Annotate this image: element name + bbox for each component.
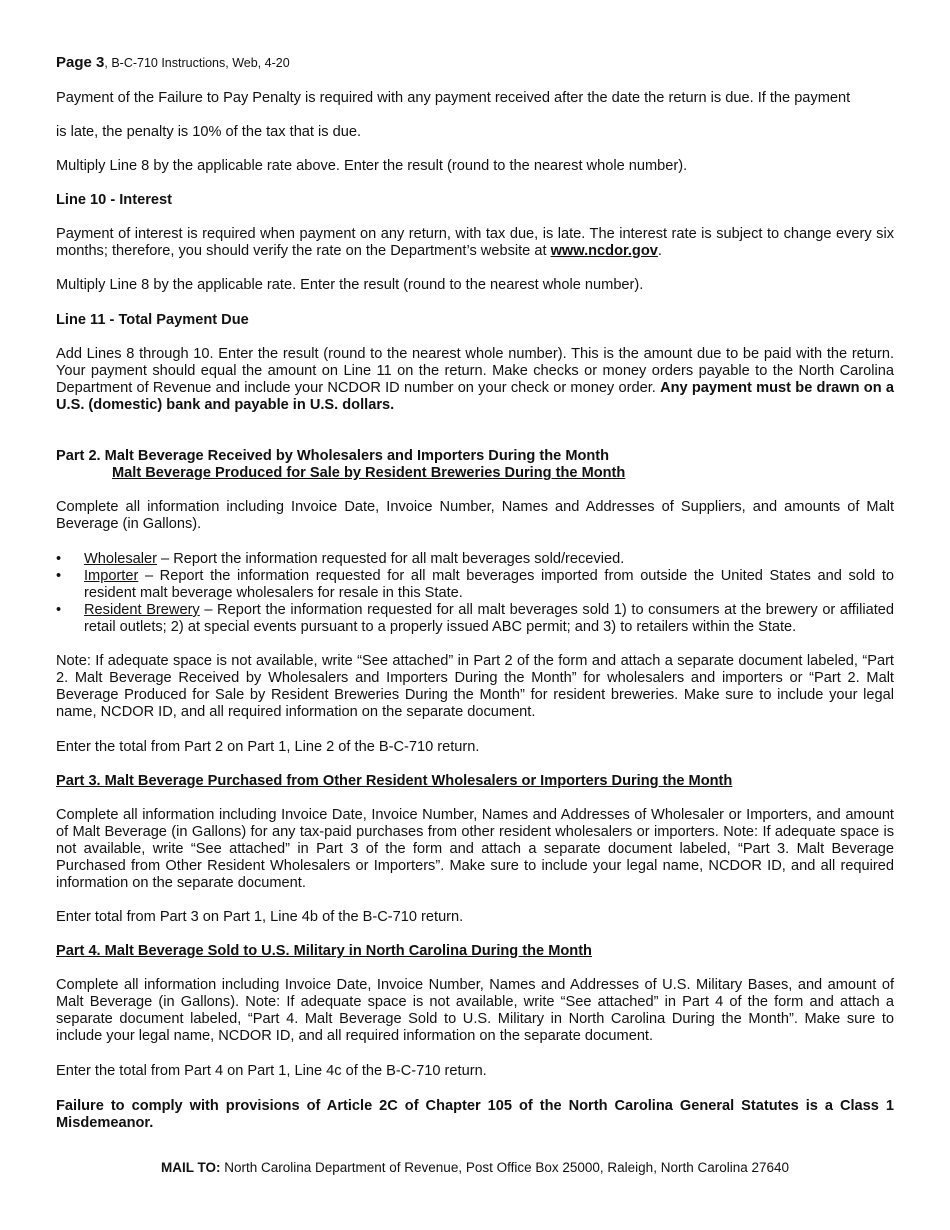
line10-body: Payment of interest is required when payment on any return, with tax due, is late. The interest rate is subject to change every six months; therefore, you should verify the rate on the Department’s website at xyxy=(56,226,894,259)
bullet-text: – Report the information requested for all malt beverages sold 1) to consumers at the brewery or affiliated retail outlets; 2) at special events pursuant to a properly issued ABC permit; and 3) to retailers within the State. xyxy=(84,602,894,635)
mail-to-address: North Carolina Department of Revenue, Post Office Box 25000, Raleigh, North Carolina 27640 xyxy=(220,1160,790,1175)
penalty-text-line2: is late, the penalty is 10% of the tax that is due. xyxy=(56,124,362,140)
bullet-term: Wholesaler xyxy=(84,551,157,567)
bullet-text: – Report the information requested for all malt beverages imported from outside the United States and sold to resident malt beverage wholesalers for resale in this State. xyxy=(84,568,894,601)
penalty-multiply: Multiply Line 8 by the applicable rate above. Enter the result (round to the nearest whole number). xyxy=(56,158,688,174)
bullet-marker: • xyxy=(56,602,62,618)
part2-note: Note: If adequate space is not available, write “See attached” in Part 2 of the form and attach a separate document labeled, “Part 2. Malt Beverage Received by Wholesalers and Importers During the Month” for wholesalers and importers or “Part 2. Malt Beverage Produced for Sale by Resident Breweries During the Month” for resident breweries. Make sure to include your legal name, NCDOR ID, and all required information on the separate document. xyxy=(56,653,894,720)
part2-bullet-list xyxy=(56,551,894,636)
part4-total: Enter the total from Part 4 on Part 1, Line 4c of the B-C-710 return. xyxy=(56,1063,487,1079)
part2-heading xyxy=(56,448,894,482)
ncdor-website-link[interactable]: www.ncdor.gov xyxy=(550,243,658,259)
part4-heading: Part 4. Malt Beverage Sold to U.S. Military in North Carolina During the Month xyxy=(56,943,592,959)
line11-bold-note: Any payment must be drawn on a U.S. (domestic) bank and payable in U.S. dollars. xyxy=(56,380,894,413)
part3-text: Complete all information including Invoice Date, Invoice Number, Names and Addresses of Wholesaler or Importers, and amount of Malt Beverage (in Gallons) for any tax-paid purchases from other resident wholesalers or importers. Note: If adequate space is not available, write “See attached” in Part 3 of the form and attach a separate document labeled, “Part 3. Malt Beverage Purchased from Other Resident Wholesalers or Importers”. Make sure to include your legal name, NCDOR ID, and all required information on the separate document. xyxy=(56,807,894,891)
bullet-term: Importer xyxy=(84,568,139,584)
line10-period: . xyxy=(657,243,662,259)
bullet-text: – Report the information requested for all malt beverages sold/recevied. xyxy=(157,551,625,567)
part3-total: Enter total from Part 3 on Part 1, Line 4b of the B-C-710 return. xyxy=(56,909,464,925)
form-id: , B-C-710 Instructions, Web, 4-20 xyxy=(104,56,290,70)
part2-intro: Complete all information including Invoice Date, Invoice Number, Names and Addresses of Suppliers, and amounts of Malt Beverage (in Gallons). xyxy=(56,499,894,532)
line11-text xyxy=(56,346,894,414)
line10-text xyxy=(56,226,894,260)
part4-text: Complete all information including Invoice Date, Invoice Number, Names and Addresses of U.S. Military Bases, and amount of Malt Beverage (in Gallons). Note: If adequate space is not available, write “See attached” in Part 4 of the form and attach a separate document labeled, “Part 4. Malt Beverage Sold to U.S. Military in North Carolina During the Month”. Make sure to include your legal name, NCDOR ID, and all required information on the separate document. xyxy=(56,977,894,1044)
failure-warning: Failure to comply with provisions of Article 2C of Chapter 105 of the North Carolina General Statutes is a Class 1 Misdemeanor. xyxy=(56,1098,894,1131)
page-number: Page 3 xyxy=(56,54,105,71)
bullet-marker: • xyxy=(56,551,62,567)
line10-heading: Line 10 - Interest xyxy=(56,192,172,208)
part2-heading-line1: Part 2. Malt Beverage Received by Wholesalers and Importers During the Month xyxy=(56,448,610,464)
line10-multiply: Multiply Line 8 by the applicable rate. Enter the result (round to the nearest whole number). xyxy=(56,277,644,293)
bullet-term: Resident Brewery xyxy=(84,602,200,618)
part3-heading: Part 3. Malt Beverage Purchased from Other Resident Wholesalers or Importers During the Month xyxy=(56,773,733,789)
bullet-resident-brewery xyxy=(56,602,894,636)
line11-body: Add Lines 8 through 10. Enter the result (round to the nearest whole number). This is the amount due to be paid with the return. Your payment should equal the amount on Line 11 on the return. Make checks or money orders payable to the North Carolina Department of Revenue and include your NCDOR ID number on your check or money order. xyxy=(56,346,894,396)
part2-total: Enter the total from Part 2 on Part 1, Line 2 of the B-C-710 return. xyxy=(56,739,480,755)
page-header xyxy=(56,54,894,72)
bullet-marker: • xyxy=(56,568,62,584)
mail-to xyxy=(56,1160,894,1176)
mail-to-label: MAIL TO: xyxy=(160,1160,221,1175)
line11-heading: Line 11 - Total Payment Due xyxy=(56,312,249,328)
penalty-text-line1: Payment of the Failure to Pay Penalty is required with any payment received after the date the return is due. If the payment xyxy=(56,90,851,106)
bullet-wholesaler xyxy=(56,551,894,568)
part2-heading-line2: Malt Beverage Produced for Sale by Resident Breweries During the Month xyxy=(112,465,626,481)
bullet-importer xyxy=(56,568,894,602)
